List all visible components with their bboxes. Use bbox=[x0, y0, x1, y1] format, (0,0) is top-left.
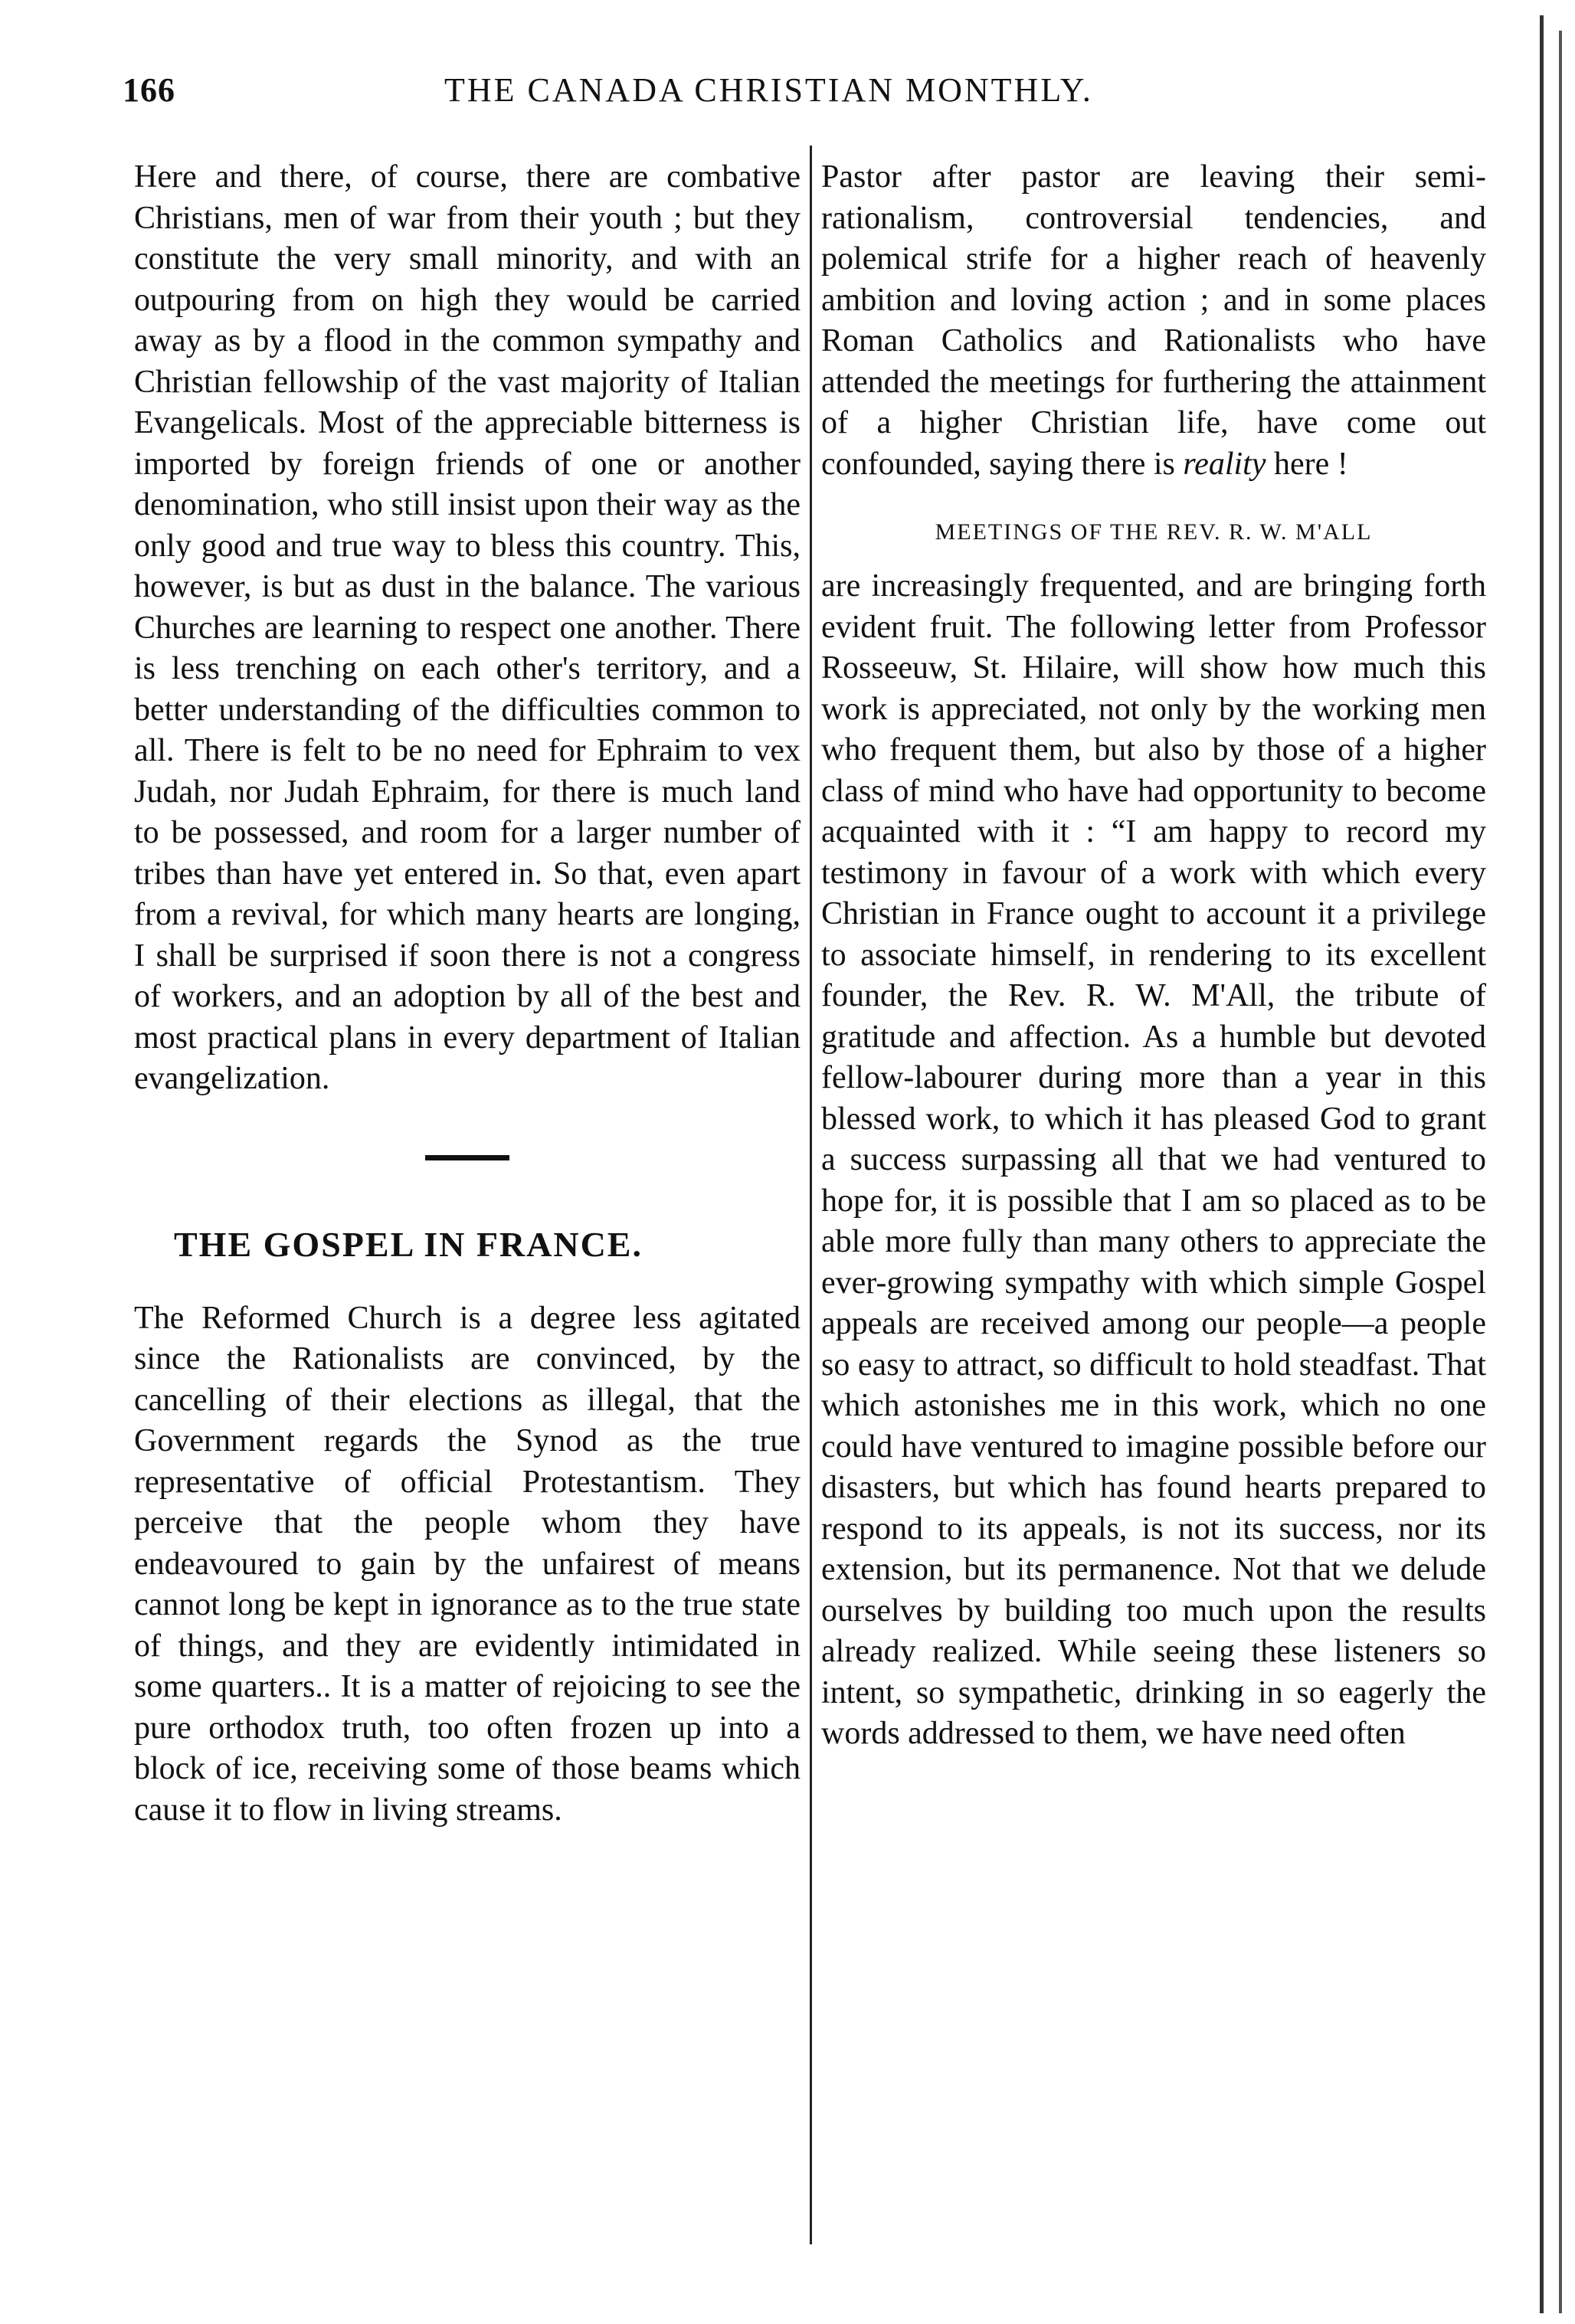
page-edge-line bbox=[1540, 15, 1544, 2313]
page-header bbox=[123, 70, 1486, 116]
column-divider bbox=[810, 146, 812, 2244]
right-paragraph-1 bbox=[821, 157, 1486, 485]
emphasis-reality: reality bbox=[1183, 446, 1266, 482]
right-paragraph-2: are increasingly frequented, and are bringing forth evident fruit. The following letter from Professor Rosseeuw, St. Hilaire, will show how much this work is appreciated, not only by the working men who frequent them, but also by those of a higher class of mind who have had opportunity to become acquainted with it : “I am happy to record my testimony in favour of a work with which every Christian in France ought to account it a privilege to associate himself, in rendering to its excellent founder, the Rev. R. W. M'All, the tribute of gratitude and affection. As a humble but devoted fellow-labourer during more than a year in this blessed work, to which it has pleased God to grant a success surpassing all that we had ventured to hope for, it is possible that I am so placed as to be able more fully than many others to appreciate the ever-growing sympathy with which simple Gospel appeals are received among our people—a people so easy to attract, so difficult to hold steadfast. That which astonishes me in this work, which no one could have ventured to imagine possible before our disasters, but which has found hearts prepared to respond to its appeals, is not its success, nor its extension, but its permanence. Not that we delude ourselves by building too much upon the results already realized. While seeing these listeners so intent, so sympathetic, drinking in so eagerly the words addressed to them, we have need often bbox=[821, 568, 1486, 1751]
right-paragraph-1-text: Pastor after pastor are leaving their semi-rationalism, controversial tendencies, and polemical strife for a higher reach of heavenly ambition and loving action ; and in some places Roman Catholics and Rationalists who have attended the meetings for furthering the attainment of a higher Christian life, have come out confounded, saying there is bbox=[821, 159, 1486, 482]
running-title: THE CANADA CHRISTIAN MONTHLY. bbox=[444, 71, 1093, 109]
left-paragraph-2: The Reformed Church is a degree less agitated since the Rationalists are convinced, by the cancelling of their elections as illegal, that the Government regards the Synod as the true representative of official Protestantism. They perceive that the people whom they have endeavoured to gain by the unfairest of means cannot long be kept in ignorance as to the true state of things, and they are evidently intimidated in some quarters.. It is a matter of rejoicing to see the pure orthodox truth, too often frozen up into a block of ice, receiving some of those beams which cause it to flow in living streams. bbox=[134, 1300, 801, 1828]
right-paragraph-1-end: here ! bbox=[1266, 446, 1348, 482]
right-column bbox=[821, 157, 1486, 1755]
page-edge-line-outer bbox=[1559, 31, 1562, 2313]
section-heading: THE GOSPEL IN FRANCE. bbox=[174, 1224, 643, 1264]
page-number: 166 bbox=[123, 71, 175, 109]
left-paragraph-1: Here and there, of course, there are combative Christians, men of war from their youth ; but they constitute the very small minority, and with an outpouring from on high they would be carried away as by a flood in the common sympathy and Christian fellowship of the vast majority of Italian Evangelicals. Most of the appreciable bitterness is imported by foreign friends of one or another denomination, who still insist upon their way as the only good and true way to bless this country. This, however, is but as dust in the balance. The various Churches are learning to respect one another. There is less trenching on each other's territory, and a better understanding of the difficulties common to all. There is felt to be no need for Ephraim to vex Judah, nor Judah Ephraim, for there is much land to be possessed, and room for a larger number of tribes than have yet entered in. So that, even apart from a revival, for which many hearts are longing, I shall be surprised if soon there is not a congress of workers, and an adoption by all of the best and most practical plans in every department of Italian evangelization. bbox=[134, 159, 801, 1096]
meetings-subheading: MEETINGS OF THE REV. R. W. M'ALL bbox=[935, 519, 1373, 545]
left-column bbox=[134, 157, 801, 1831]
section-separator bbox=[425, 1155, 509, 1160]
